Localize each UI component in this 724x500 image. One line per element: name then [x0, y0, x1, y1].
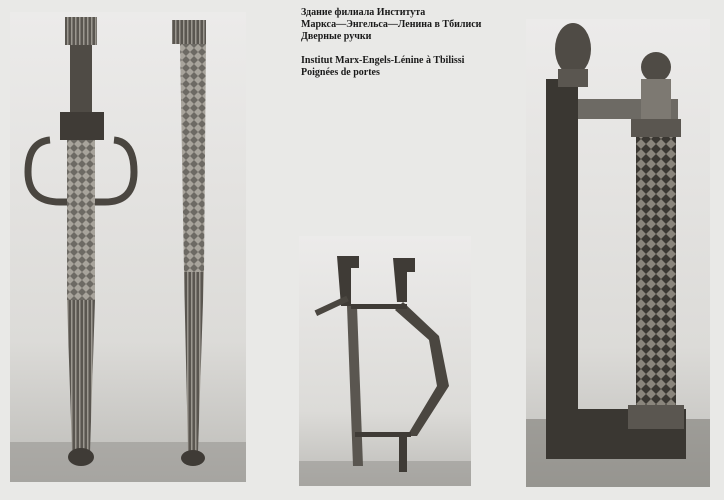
- caption-fr-line-1: Institut Marx-Engels-Lénine à Tbilissi: [301, 55, 465, 66]
- photo-center-bracket-handle: [299, 236, 471, 486]
- bracket-handle-illustration: [299, 236, 471, 486]
- caption-block: [301, 7, 521, 79]
- caption-ru-line-1: Здание филиала Института: [301, 7, 426, 18]
- photo-right-faceted-handle: [526, 19, 710, 487]
- door-handles-pair-illustration: [10, 12, 246, 482]
- caption-fr-line-2: Poignées de portes: [301, 67, 380, 78]
- caption-ru-line-2: Маркса—Энгельса—Ленина в Тбилиси: [301, 19, 482, 30]
- photo-left-handles: [10, 12, 246, 482]
- caption-ru-line-3: Дверные ручки: [301, 31, 372, 42]
- faceted-handle-illustration: [526, 19, 710, 487]
